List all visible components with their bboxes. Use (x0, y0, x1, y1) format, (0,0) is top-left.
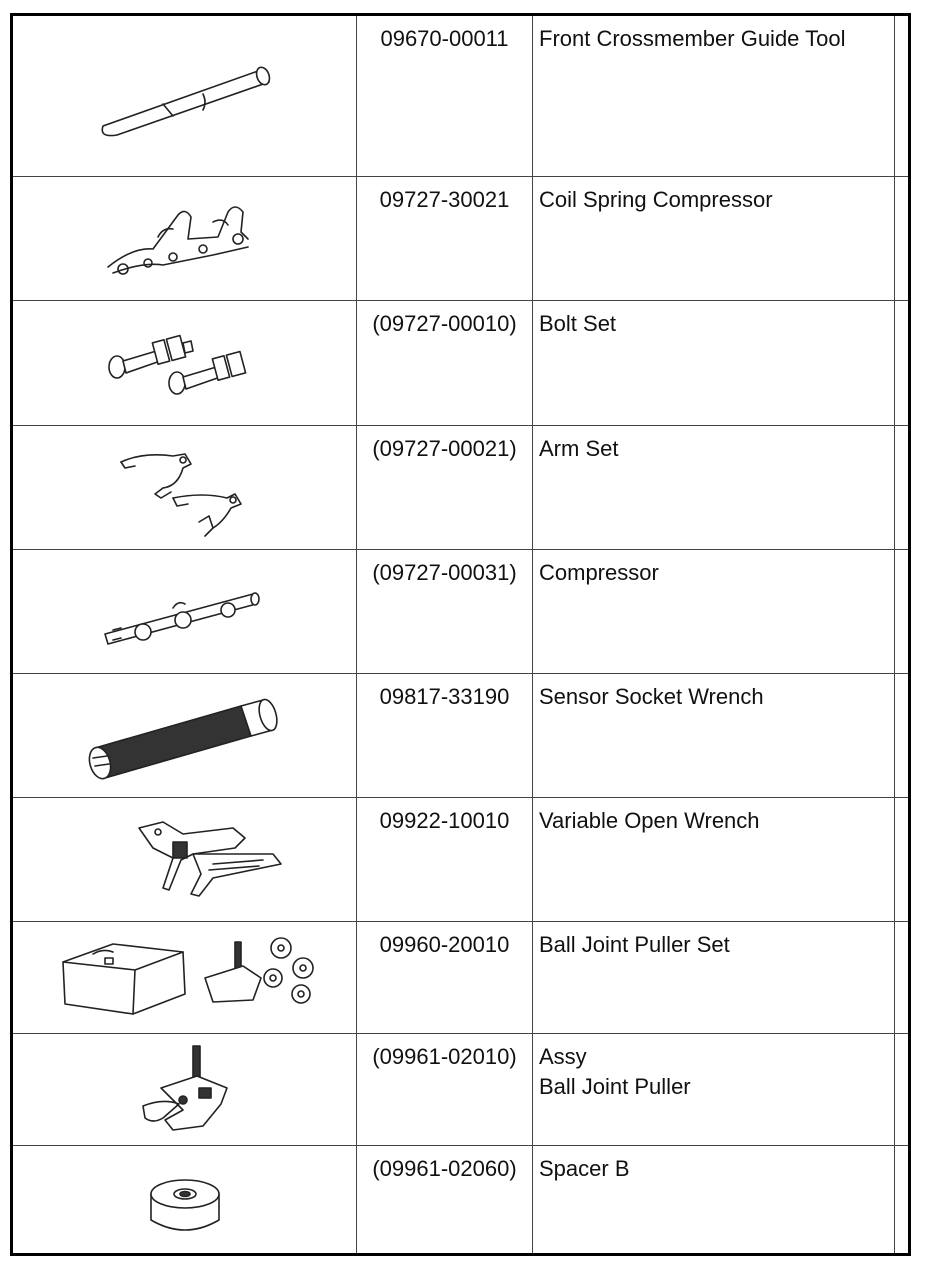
tool-image-cell (13, 1146, 357, 1253)
special-tools-table (10, 13, 911, 1256)
table-row (13, 549, 908, 673)
note-cell (895, 1146, 908, 1253)
tool-image-cell (13, 301, 357, 425)
tool-image-cell (13, 674, 357, 797)
open-wrench-icon (13, 798, 357, 922)
part-number: (09961-02060) (372, 1156, 517, 1181)
ball-joint-puller-set-icon (13, 922, 357, 1034)
table-row (13, 300, 908, 425)
tool-name: Bolt Set (539, 311, 617, 336)
tool-name: Ball Joint Puller Set (539, 932, 730, 957)
tool-name: Spacer B (539, 1156, 630, 1181)
note-cell (895, 798, 908, 921)
table-row (13, 673, 908, 797)
part-number: (09727-00010) (372, 311, 517, 336)
bolt-set-icon (13, 301, 357, 426)
note-cell (895, 550, 908, 673)
tool-image-cell (13, 1034, 357, 1145)
note-cell (895, 426, 908, 549)
tool-name (533, 1034, 894, 1102)
note-cell (895, 922, 908, 1033)
tool-name: Sensor Socket Wrench (539, 684, 764, 709)
arm-set-icon (13, 426, 357, 550)
table-row (13, 16, 908, 176)
tool-name-line2: Ball Joint Puller (539, 1074, 691, 1099)
tool-image-cell (13, 550, 357, 673)
tool-image-cell (13, 16, 357, 176)
tool-image-cell (13, 426, 357, 549)
tool-image-cell (13, 798, 357, 921)
part-number: 09817-33190 (379, 684, 510, 709)
part-number: 09727-30021 (379, 187, 510, 212)
note-cell (895, 1034, 908, 1145)
table-row (13, 797, 908, 921)
table-row (13, 176, 908, 300)
socket-wrench-icon (13, 674, 357, 798)
tool-image-cell (13, 177, 357, 300)
part-number: (09961-02010) (372, 1044, 517, 1069)
spacer-icon (13, 1146, 357, 1254)
ball-joint-puller-icon (13, 1034, 357, 1146)
coil-spring-compressor-icon (13, 177, 357, 301)
guide-tool-icon (13, 16, 357, 176)
note-cell (895, 177, 908, 300)
compressor-icon (13, 550, 357, 674)
part-number: 09922-10010 (379, 808, 510, 833)
note-cell (895, 16, 908, 176)
tool-name: Variable Open Wrench (539, 808, 760, 833)
note-cell (895, 301, 908, 425)
tool-name-line1: Assy (539, 1044, 587, 1069)
part-number: (09727-00031) (372, 560, 517, 585)
tool-name: Coil Spring Compressor (539, 187, 773, 212)
part-number: 09960-20010 (379, 932, 510, 957)
tool-image-cell (13, 922, 357, 1033)
tool-name: Compressor (539, 560, 659, 585)
tool-name: Arm Set (539, 436, 619, 461)
part-number: (09727-00021) (372, 436, 517, 461)
part-number: 09670-00011 (380, 26, 509, 51)
table-row (13, 1145, 908, 1253)
table-row (13, 425, 908, 549)
tool-name: Front Crossmember Guide Tool (539, 26, 846, 51)
table-row (13, 1033, 908, 1145)
note-cell (895, 674, 908, 797)
table-row (13, 921, 908, 1033)
